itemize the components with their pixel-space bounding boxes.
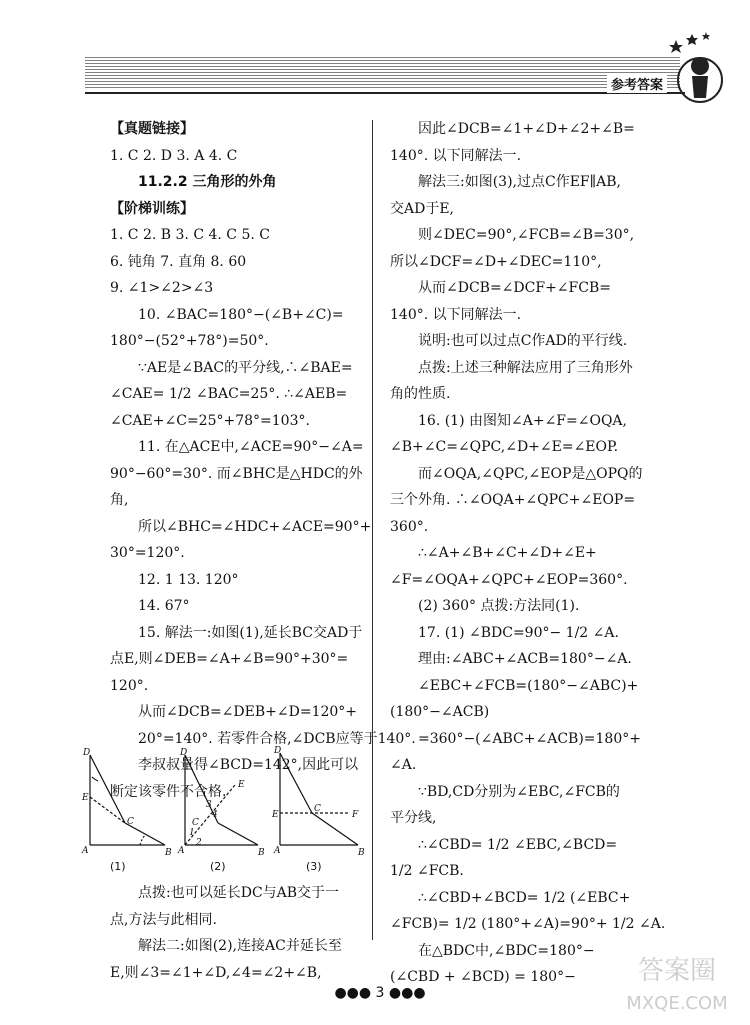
svg-text:D: D	[180, 748, 188, 758]
svg-text:C: C	[192, 818, 199, 828]
text-line: 6. 钝角 7. 直角 8. 60	[110, 253, 247, 270]
svg-text:F: F	[352, 810, 359, 820]
text-line: 从而∠DCB=∠DEB+∠D=120°+	[138, 704, 358, 720]
text-line: ∠B+∠C=∠QPC,∠D+∠E=∠EOP.	[390, 439, 619, 455]
svg-text:D: D	[274, 746, 282, 756]
text-line: ∴∠A+∠B+∠C+∠D+∠E+	[418, 545, 597, 561]
right-column	[390, 116, 690, 991]
figure-1	[90, 755, 165, 845]
text-line: 角,	[110, 492, 129, 508]
figure-caption-2: (2)	[210, 860, 226, 873]
svg-text:A: A	[82, 846, 89, 856]
text-line: 140°. 以下同解法一.	[390, 306, 522, 323]
text-line: 理由:∠ABC+∠ACB=180°−∠A.	[418, 651, 632, 667]
svg-text:A: A	[274, 846, 281, 856]
text-line: 20°=140°. 若零件合格,∠DCB应等于140°.	[138, 730, 416, 747]
text-line: 解法三:如图(3),过点C作EF∥AB,	[418, 174, 621, 190]
text-line: 140°. 以下同解法一.	[390, 147, 522, 164]
text-line: 所以∠BHC=∠HDC+∠ACE=90°+	[138, 518, 372, 535]
svg-text:D: D	[83, 748, 91, 758]
text-line: 李叔叔量得∠BCD=142°,因此可以	[138, 757, 359, 773]
text-line: 而∠OQA,∠QPC,∠EOP是△OPQ的	[418, 465, 643, 482]
text-line: 从而∠DCB=∠DCF+∠FCB=	[418, 280, 611, 296]
text-line: 1/2 ∠FCB.	[390, 863, 464, 879]
svg-text:B: B	[165, 848, 172, 858]
text-line: ∴∠CBD= 1/2 ∠EBC,∠BCD=	[418, 836, 618, 853]
text-line: 说明:也可以过点C作AD的平行线.	[418, 333, 628, 349]
watermark-logo	[612, 945, 742, 1017]
svg-text:E: E	[82, 793, 89, 803]
text-line: 15. 解法一:如图(1),延长BC交AD于	[138, 624, 363, 641]
text-line: 因此∠DCB=∠1+∠D+∠2+∠B=	[418, 121, 635, 137]
left-column-bottom	[110, 880, 450, 986]
text-line: 180°−(52°+78°)=50°.	[110, 333, 269, 349]
text-line: 点,方法与此相同.	[110, 911, 217, 928]
mascot-icon	[662, 30, 732, 110]
text-line: ∠EBC+∠FCB=(180°−∠ABC)+	[418, 677, 639, 694]
text-line: 11. 在△ACE中,∠ACE=90°−∠A=	[138, 439, 364, 455]
geometry-figures	[80, 745, 370, 875]
text-line: 断定该零件不合格.	[110, 783, 227, 800]
text-line: ∠A.	[390, 757, 417, 773]
svg-text:E: E	[272, 810, 279, 820]
svg-text:B: B	[258, 848, 265, 858]
text-line: ∴∠CBD+∠BCD= 1/2 (∠EBC+	[418, 889, 631, 906]
text-line: ∵AE是∠BAC的平分线,∴∠BAE=	[138, 359, 353, 376]
text-line: 10. ∠BAC=180°−(∠B+∠C)=	[138, 306, 344, 323]
header-band	[85, 56, 680, 88]
svg-text:MXQE.COM: MXQE.COM	[626, 993, 728, 1014]
text-line: 在△BDC中,∠BDC=180°−	[418, 942, 595, 959]
text-line: 解法二:如图(2),连接AC并延长至	[138, 938, 342, 954]
svg-text:1: 1	[189, 828, 195, 838]
figure-2	[185, 755, 258, 845]
text-line: (2) 360° 点拨:方法同(1).	[418, 598, 580, 614]
text-line: 1. C 2. B 3. C 4. C 5. C	[110, 227, 270, 243]
text-line: 9. ∠1>∠2>∠3	[110, 280, 214, 296]
text-line: 三个外角. ∴∠OQA+∠QPC+∠EOP=	[390, 492, 636, 508]
text-line: 17. (1) ∠BDC=90°− 1/2 ∠A.	[418, 624, 619, 641]
text-line: 30°=120°.	[110, 545, 185, 561]
svg-text:C: C	[127, 817, 134, 827]
figure-3	[280, 753, 358, 845]
text-line: 交AD于E,	[390, 200, 455, 217]
figure-caption-3: (3)	[306, 860, 322, 873]
svg-text:2: 2	[196, 838, 202, 848]
text-line: 角的性质.	[390, 386, 451, 402]
header-label: 参考答案	[607, 74, 667, 93]
text-line: ∠F=∠OQA+∠QPC+∠EOP=360°.	[390, 571, 628, 588]
svg-text:3: 3	[206, 800, 212, 810]
svg-text:A: A	[178, 846, 185, 856]
text-line: 120°.	[110, 677, 149, 694]
text-line: =360°−(∠ABC+∠ACB)=180°+	[418, 730, 641, 747]
text-line: 1. C 2. D 3. A 4. C	[110, 147, 238, 164]
text-line: ∠CAE+∠C=25°+78°=103°.	[110, 412, 310, 429]
text-line: ∠CAE= 1/2 ∠BAC=25°. ∴∠AEB=	[110, 386, 348, 402]
text-line: 点拨:也可以延长DC与AB交于一	[138, 885, 340, 901]
text-line: 所以∠DCF=∠D+∠DEC=110°,	[390, 253, 602, 270]
svg-text:4: 4	[212, 810, 218, 820]
text-line: E,则∠3=∠1+∠D,∠4=∠2+∠B,	[110, 964, 322, 981]
text-line: 12. 1 13. 120°	[138, 571, 239, 588]
svg-text:答案圈: 答案圈	[637, 956, 717, 986]
svg-text:C: C	[314, 804, 321, 814]
page-number: ●●● 3 ●●●	[334, 985, 426, 1001]
text-line: (∠CBD + ∠BCD) = 180°−	[390, 969, 576, 985]
text-line: 【真题链接】	[110, 121, 194, 137]
text-line: 90°−60°=30°. 而∠BHC是△HDC的外	[110, 465, 363, 482]
text-line: 360°.	[390, 518, 429, 535]
figure-caption-1: (1)	[110, 860, 126, 873]
text-line: 16. (1) 由图知∠A+∠F=∠OQA,	[418, 412, 627, 429]
text-line: ∵BD,CD分别为∠EBC,∠FCB的	[418, 783, 620, 800]
header-rule	[85, 92, 685, 94]
text-line: 则∠DEC=90°,∠FCB=∠B=30°,	[418, 227, 635, 243]
text-line: 点拨:上述三种解法应用了三角形外	[418, 359, 633, 376]
text-line: 点E,则∠DEB=∠A+∠B=90°+30°=	[110, 651, 349, 667]
svg-text:B: B	[358, 848, 365, 858]
text-line: (180°−∠ACB)	[390, 704, 490, 720]
text-line: 14. 67°	[138, 598, 190, 614]
text-line: 平分线,	[390, 810, 437, 826]
svg-text:E: E	[238, 780, 245, 790]
text-line: 11.2.2 三角形的外角	[138, 174, 277, 190]
text-line: 【阶梯训练】	[110, 200, 194, 217]
text-line: ∠FCB)= 1/2 (180°+∠A)=90°+ 1/2 ∠A.	[390, 916, 666, 932]
